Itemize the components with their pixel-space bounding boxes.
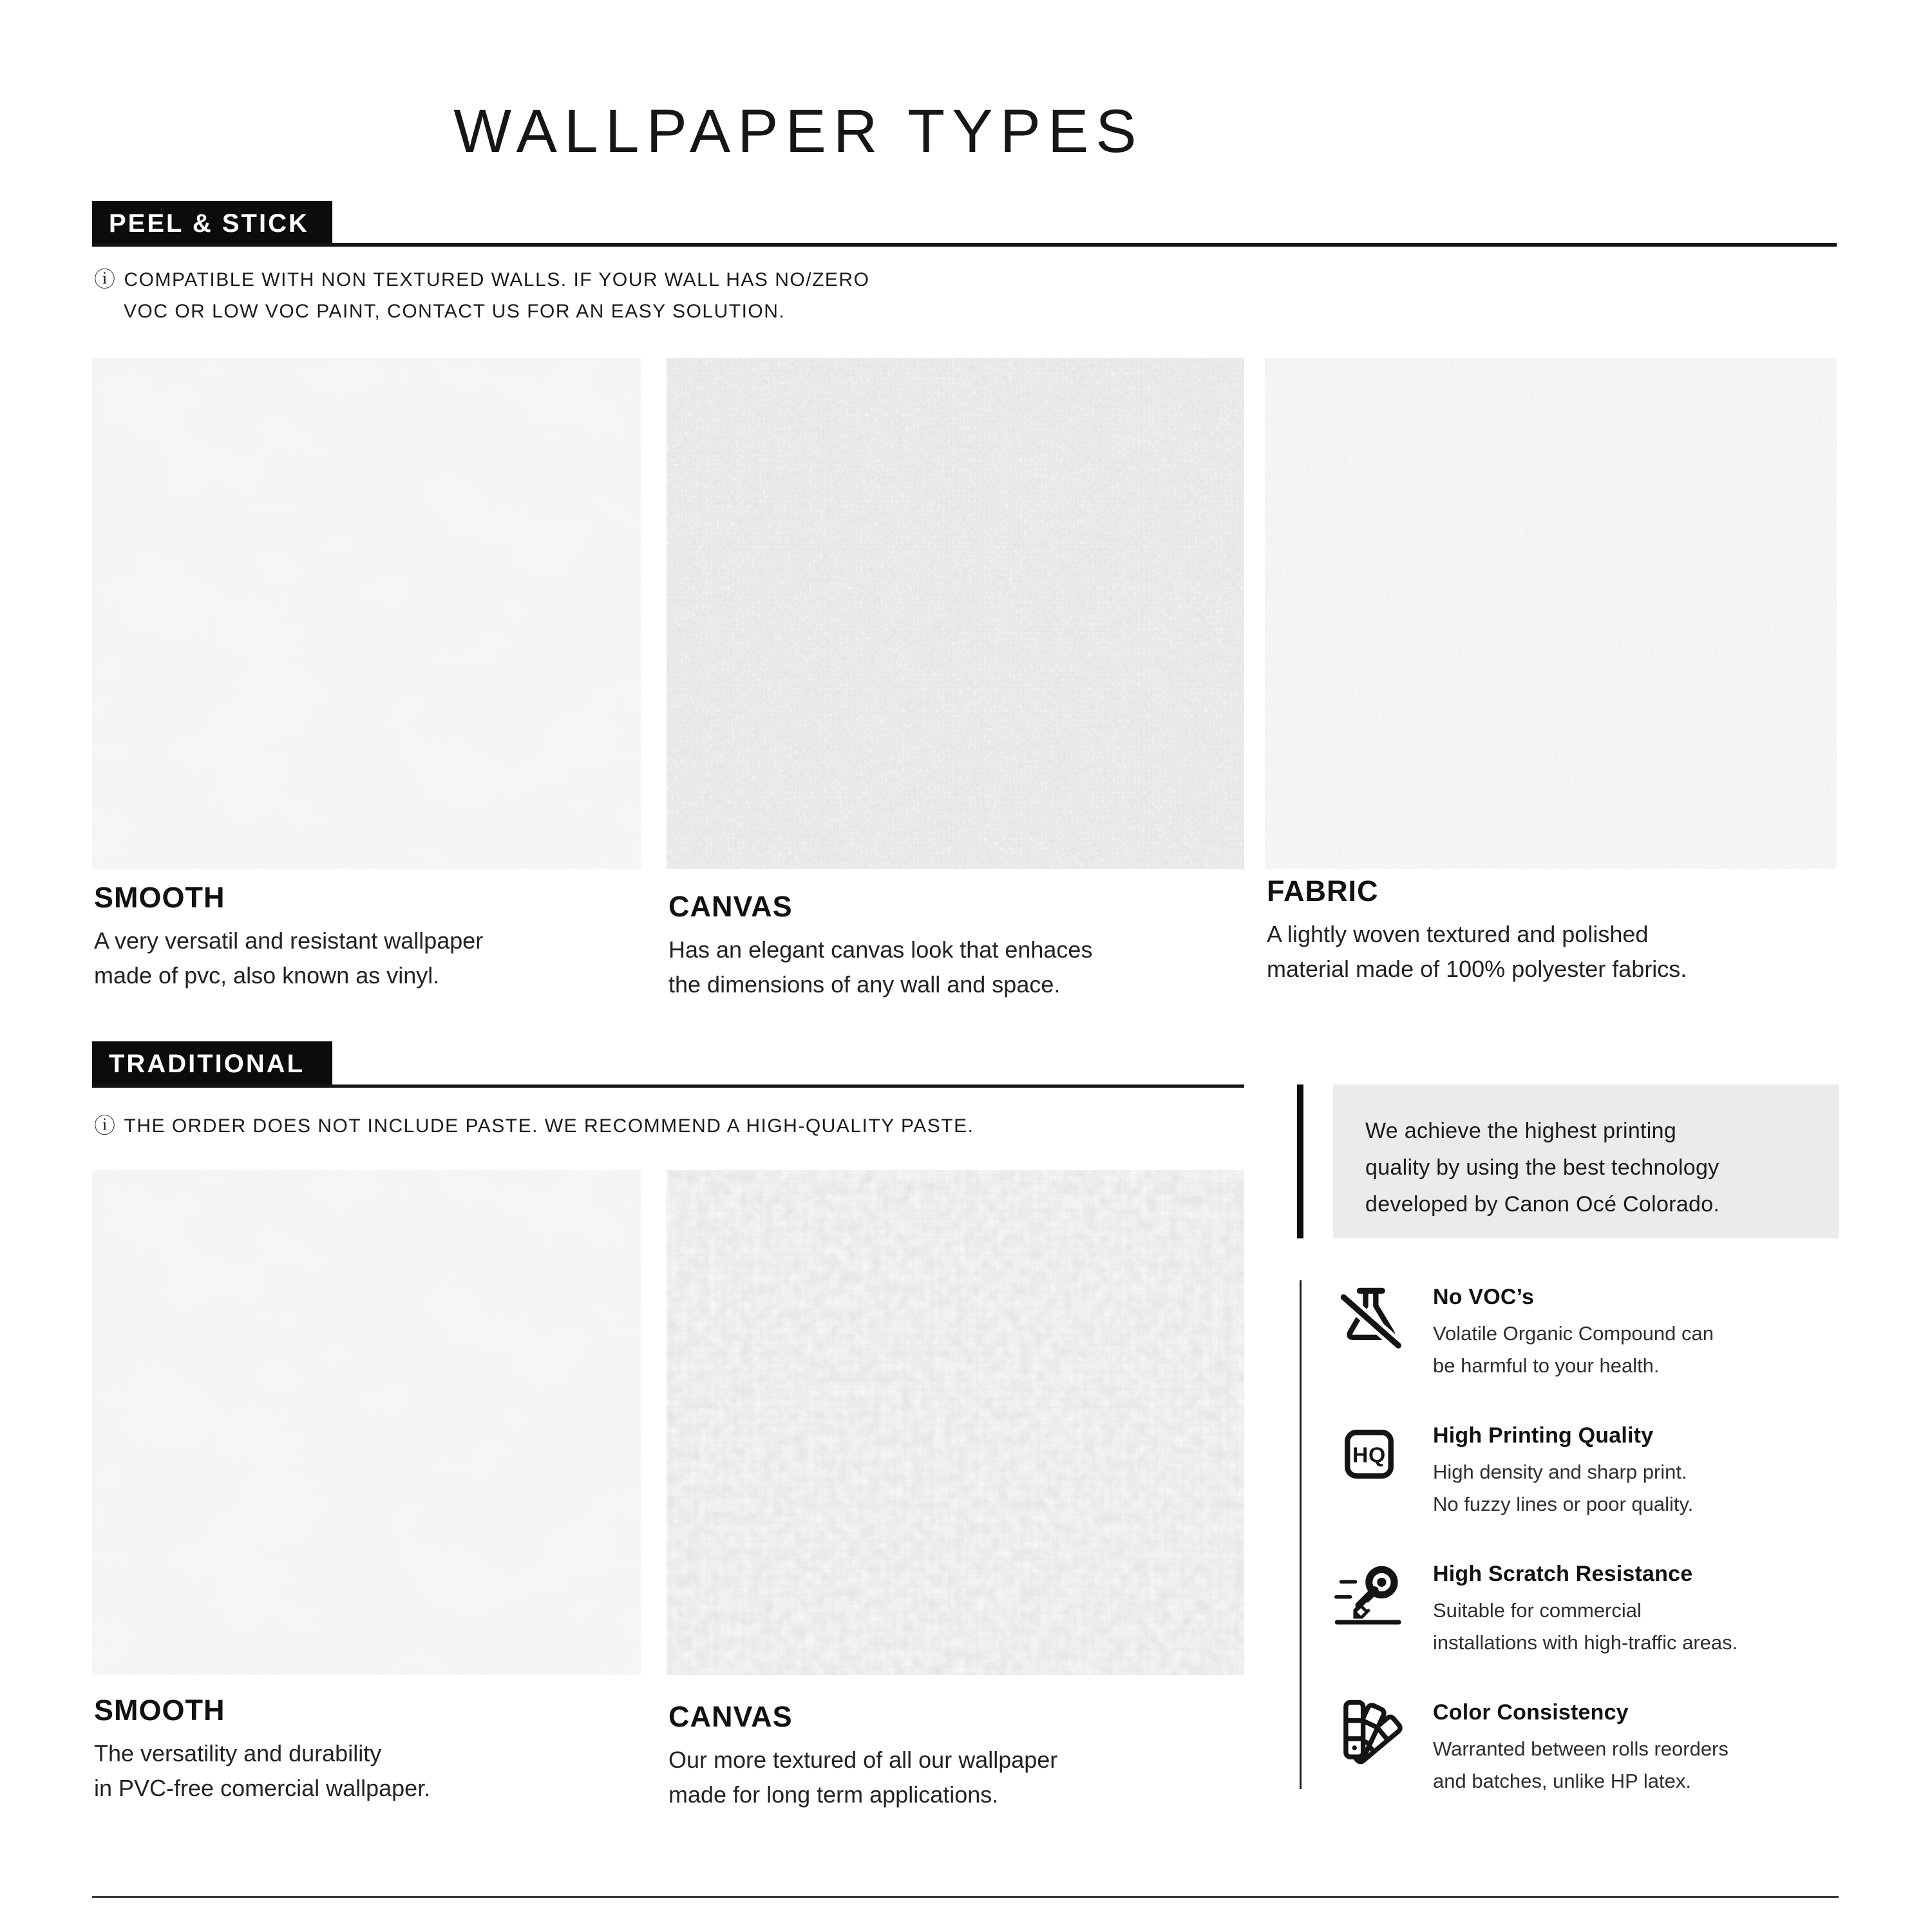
note-text: THE ORDER DOES NOT INCLUDE PASTE. WE RECOMMEND A HIGH-QUALITY PASTE. <box>124 1115 974 1137</box>
desc-line: the dimensions of any wall and space. <box>668 971 1061 998</box>
desc-line: be harmful to your health. <box>1433 1354 1660 1377</box>
features-divider-line <box>1300 1280 1302 1789</box>
swatch-traditional-canvas <box>667 1170 1244 1675</box>
peel-stick-note <box>94 263 869 327</box>
hq-icon-letters: HQ <box>1352 1443 1387 1468</box>
note-line <box>94 1109 974 1142</box>
desc-line: made for long term applications. <box>668 1781 999 1808</box>
swatch-desc-traditional-canvas <box>668 1743 1057 1812</box>
desc-line: material made of 100% polyester fabrics. <box>1267 956 1687 982</box>
quality-note-box <box>1333 1084 1839 1238</box>
swatch-desc-peel-canvas <box>668 933 1092 1002</box>
desc-line: installations with high-traffic areas. <box>1433 1631 1738 1654</box>
desc-line: High density and sharp print. <box>1433 1461 1687 1483</box>
desc-line: No fuzzy lines or poor quality. <box>1433 1493 1694 1515</box>
section-label-text: PEEL & STICK <box>109 209 309 238</box>
section-label-peel-stick <box>92 201 332 247</box>
no-voc-flask-icon <box>1338 1285 1403 1350</box>
desc-line: made of pvc, also known as vinyl. <box>94 962 440 989</box>
swatch-peel-fabric <box>1265 358 1837 869</box>
desc-line: A lightly woven textured and polished <box>1267 921 1649 947</box>
feature-desc-printing-quality <box>1433 1456 1693 1520</box>
quality-note-line-1: We achieve the highest printing <box>1365 1119 1677 1143</box>
color-swatches-icon <box>1338 1698 1405 1765</box>
desc-line: Volatile Organic Compound can <box>1433 1322 1714 1345</box>
swatch-peel-smooth <box>92 358 641 869</box>
quality-note-line-2: quality by using the best technology <box>1365 1155 1719 1180</box>
note-text-2: VOC OR LOW VOC PAINT, CONTACT US FOR AN EASY SOLUTION. <box>124 301 786 322</box>
bottom-rule <box>92 1896 1839 1898</box>
quality-note-accent-bar <box>1297 1084 1303 1238</box>
swatch-name-peel-smooth: SMOOTH <box>94 881 225 914</box>
desc-line: and batches, unlike HP latex. <box>1433 1770 1691 1792</box>
desc-line: in PVC-free comercial wallpaper. <box>94 1775 431 1801</box>
swatch-name-peel-fabric: FABRIC <box>1267 875 1379 907</box>
swatch-name-traditional-canvas: CANVAS <box>668 1700 793 1733</box>
feature-desc-no-voc <box>1433 1318 1714 1382</box>
swatch-name-traditional-smooth: SMOOTH <box>94 1694 225 1727</box>
feature-desc-color-consistency <box>1433 1733 1728 1797</box>
section-label-traditional <box>92 1041 332 1087</box>
desc-line: Our more textured of all our wallpaper <box>668 1747 1058 1773</box>
desc-line: Warranted between rolls reorders <box>1433 1738 1728 1760</box>
feature-title-no-voc: No VOC’s <box>1433 1285 1535 1309</box>
info-icon: ⓘ <box>94 1113 117 1137</box>
traditional-rule <box>92 1084 1244 1088</box>
hq-badge-icon <box>1340 1425 1399 1484</box>
desc-line: Has an elegant canvas look that enhaces <box>668 936 1093 963</box>
note-text-1: COMPATIBLE WITH NON TEXTURED WALLS. IF YOUR WALL HAS NO/ZERO <box>124 269 870 290</box>
swatch-desc-traditional-smooth <box>94 1736 430 1806</box>
feature-title-scratch-resistance: High Scratch Resistance <box>1433 1562 1693 1586</box>
scratch-key-icon <box>1333 1558 1404 1629</box>
feature-title-printing-quality: High Printing Quality <box>1433 1423 1654 1448</box>
desc-line: Suitable for commercial <box>1433 1599 1642 1622</box>
section-label-text: TRADITIONAL <box>109 1050 305 1078</box>
note-line-1 <box>94 263 869 296</box>
feature-title-color-consistency: Color Consistency <box>1433 1700 1629 1725</box>
desc-line: The versatility and durability <box>94 1740 382 1766</box>
swatch-peel-canvas <box>667 358 1244 869</box>
quality-note-line-3: developed by Canon Océ Colorado. <box>1365 1192 1720 1217</box>
swatch-desc-peel-fabric <box>1267 917 1687 987</box>
swatch-desc-peel-smooth <box>94 923 483 993</box>
traditional-note <box>94 1109 974 1142</box>
feature-desc-scratch-resistance <box>1433 1595 1738 1659</box>
peel-stick-rule <box>92 243 1837 247</box>
info-icon: ⓘ <box>94 267 117 291</box>
swatch-traditional-smooth <box>92 1170 641 1675</box>
desc-line: A very versatil and resistant wallpaper <box>94 927 484 954</box>
note-line-2 <box>124 296 869 327</box>
swatch-name-peel-canvas: CANVAS <box>668 890 793 923</box>
page-title: WALLPAPER TYPES <box>453 97 1144 166</box>
